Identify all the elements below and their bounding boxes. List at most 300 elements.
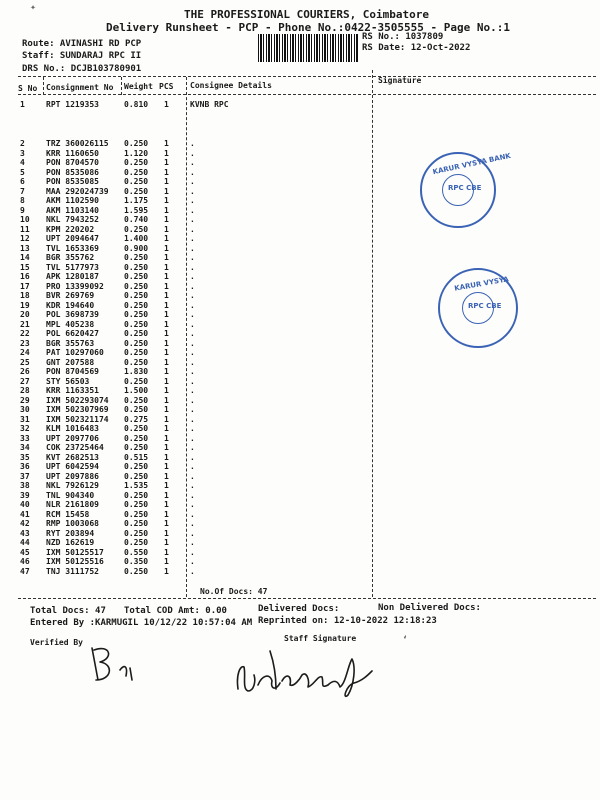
row-consignment-no: PAT 10297060 (46, 348, 104, 357)
row-weight: 0.250 (124, 167, 149, 177)
row-sno: 4 (20, 158, 25, 167)
row-consignment-no: KDR 194640 (46, 300, 95, 310)
row-sno: 6 (20, 177, 25, 186)
table-row (0, 244, 600, 254)
table-row (0, 519, 600, 529)
row-weight: 0.250 (124, 272, 149, 281)
col-pcs: PCS (159, 82, 174, 91)
table-row (0, 168, 600, 178)
row-consignee: . (190, 234, 195, 243)
table-row (0, 538, 600, 548)
row-consignee: . (190, 452, 195, 462)
row-consignment-no: PON 8704569 (46, 367, 99, 376)
col-sep (43, 77, 44, 95)
row-pcs: 1 (164, 224, 169, 234)
row-sno: 10 (20, 215, 30, 224)
table-row (0, 491, 600, 501)
row-pcs: 1 (164, 262, 169, 272)
row-consignee: . (190, 224, 195, 234)
row-pcs: 1 (164, 215, 169, 224)
row-consignment-no: UPT 2094647 (46, 234, 99, 243)
row-weight: 0.900 (124, 243, 149, 253)
row-sno: 31 (20, 414, 30, 424)
table-row (0, 396, 600, 406)
row-consignment-no: BGR 355763 (46, 338, 95, 348)
row-sno: 24 (20, 348, 30, 357)
table-row (0, 358, 600, 368)
row-pcs: 1 (164, 158, 169, 167)
row-sno: 26 (20, 367, 30, 376)
row-consignee: . (190, 329, 195, 338)
row-consignee: . (190, 272, 195, 281)
row-sno: 33 (20, 433, 30, 443)
total-cod: Total COD Amt: 0.00 (124, 606, 227, 616)
row-consignment-no: IXM 502307969 (46, 405, 109, 414)
row-consignment-no: POL 3698739 (46, 310, 99, 319)
row-sno: 34 (20, 443, 30, 452)
row-weight: 0.250 (124, 348, 149, 357)
table-row (0, 139, 600, 149)
stamp-inner-text: RPC CBE (468, 302, 502, 310)
row-sno: 44 (20, 538, 30, 547)
verifier-signature (80, 640, 140, 690)
row-sno: 23 (20, 338, 30, 348)
row-pcs: 1 (164, 519, 169, 528)
row-weight: 0.250 (124, 224, 149, 234)
row-consignment-no: NZD 162619 (46, 538, 95, 547)
stamp-text: KARUR VYSYA BANK (432, 151, 512, 177)
row-weight: 0.250 (124, 319, 149, 329)
table-row (0, 100, 600, 110)
col-weight: Weight (124, 82, 153, 91)
row-pcs: 1 (164, 500, 169, 509)
row-pcs: 1 (164, 471, 169, 481)
row-weight: 0.250 (124, 471, 149, 481)
col-consignee: Consignee Details (190, 81, 272, 90)
row-weight: 0.740 (124, 215, 149, 224)
tick-mark: ‘ (402, 635, 409, 646)
col-sno: S No (18, 84, 38, 93)
row-consignment-no: UPT 2097706 (46, 433, 99, 443)
row-sno: 11 (20, 224, 30, 234)
table-row (0, 415, 600, 425)
row-weight: 0.250 (124, 405, 149, 414)
row-weight: 0.250 (124, 262, 149, 272)
row-pcs: 1 (164, 490, 169, 500)
row-sno: 22 (20, 329, 30, 338)
row-sno: 36 (20, 462, 30, 471)
row-consignee: . (190, 148, 195, 158)
row-weight: 1.400 (124, 234, 149, 243)
row-weight: 0.250 (124, 186, 149, 196)
row-consignee: . (190, 262, 195, 272)
row-weight: 0.250 (124, 395, 149, 405)
row-consignee: . (190, 395, 195, 405)
row-consignee: . (190, 300, 195, 310)
bank-stamp (420, 151, 512, 228)
row-consignee: . (190, 215, 195, 224)
row-sno: 28 (20, 386, 30, 395)
row-pcs: 1 (164, 481, 169, 490)
row-weight: 0.250 (124, 500, 149, 509)
row-consignee: . (190, 167, 195, 177)
row-sno: 16 (20, 272, 30, 281)
row-sno: 3 (20, 148, 25, 158)
row-consignment-no: PRO 13399092 (46, 281, 104, 291)
row-pcs: 1 (164, 139, 169, 148)
table-row (0, 567, 600, 577)
row-pcs: 1 (164, 205, 169, 215)
column-header-rule (18, 94, 596, 95)
row-consignment-no: COK 23725464 (46, 443, 104, 452)
row-consignment-no: RYT 203894 (46, 528, 95, 538)
corner-mark-icon: ✦ (30, 2, 37, 13)
row-consignee: . (190, 519, 195, 528)
row-consignment-no: MAA 292024739 (46, 186, 109, 196)
table-row (0, 500, 600, 510)
row-pcs: 1 (164, 272, 169, 281)
table-row (0, 339, 600, 349)
barcode-icon (258, 34, 358, 62)
row-consignee: . (190, 319, 195, 329)
row-consignee: . (190, 186, 195, 196)
row-consignee: . (190, 538, 195, 547)
row-sno: 17 (20, 281, 30, 291)
rs-date: RS Date: 12-Oct-2022 (362, 43, 471, 53)
row-weight: 0.250 (124, 357, 149, 367)
row-sno: 38 (20, 481, 30, 490)
table-row (0, 462, 600, 472)
row-consignment-no: BVR 269769 (46, 291, 95, 300)
row-pcs: 1 (164, 148, 169, 158)
row-consignee: . (190, 471, 195, 481)
row-pcs: 1 (164, 424, 169, 433)
row-consignment-no: TNL 904340 (46, 490, 95, 500)
row-pcs: 1 (164, 291, 169, 300)
non-delivered-docs: Non Delivered Docs: (378, 603, 481, 613)
row-sno: 1 (20, 100, 25, 109)
row-consignment-no: PON 8704570 (46, 158, 99, 167)
row-weight: 0.350 (124, 557, 149, 566)
table-row (0, 377, 600, 387)
row-sno: 47 (20, 566, 30, 576)
row-weight: 0.250 (124, 281, 149, 291)
row-pcs: 1 (164, 243, 169, 253)
staff-signature (230, 645, 390, 705)
row-weight: 0.250 (124, 177, 149, 186)
row-consignment-no: APK 1280187 (46, 272, 99, 281)
row-consignee: . (190, 253, 195, 262)
row-pcs: 1 (164, 367, 169, 376)
table-row (0, 434, 600, 444)
row-consignee: . (190, 177, 195, 186)
table-row (0, 367, 600, 377)
col-sep (121, 77, 122, 95)
row-consignment-no: KRR 1163351 (46, 386, 99, 395)
row-consignment-no: PON 8535085 (46, 177, 99, 186)
row-consignment-no: TVL 1653369 (46, 243, 99, 253)
row-consignee: . (190, 500, 195, 509)
table-bottom-rule (18, 598, 596, 599)
row-weight: 0.250 (124, 139, 149, 148)
row-consignee: . (190, 490, 195, 500)
row-consignee: . (190, 566, 195, 576)
table-row (0, 196, 600, 206)
row-weight: 0.250 (124, 376, 149, 386)
row-weight: 0.250 (124, 538, 149, 547)
row-consignment-no: AKM 1103140 (46, 205, 99, 215)
row-consignee: . (190, 205, 195, 215)
row-consignee: . (190, 462, 195, 471)
table-row (0, 424, 600, 434)
row-weight: 0.250 (124, 338, 149, 348)
row-pcs: 1 (164, 452, 169, 462)
no-of-docs: No.Of Docs: 47 (200, 587, 268, 596)
row-sno: 2 (20, 139, 25, 148)
row-weight: 0.250 (124, 158, 149, 167)
row-pcs: 1 (164, 234, 169, 243)
row-weight: 1.830 (124, 367, 149, 376)
row-weight: 0.250 (124, 462, 149, 471)
row-consignment-no: KRR 1160650 (46, 148, 99, 158)
table-row (0, 272, 600, 282)
row-pcs: 1 (164, 167, 169, 177)
table-row (0, 510, 600, 520)
row-sno: 20 (20, 310, 30, 319)
row-consignment-no: NKL 7943252 (46, 215, 99, 224)
table-row (0, 529, 600, 539)
row-weight: 0.250 (124, 300, 149, 310)
total-docs: Total Docs: 47 (30, 606, 106, 616)
table-row (0, 472, 600, 482)
row-sno: 5 (20, 167, 25, 177)
row-weight: 0.250 (124, 424, 149, 433)
row-consignee: . (190, 481, 195, 490)
row-consignment-no: KVT 2682513 (46, 452, 99, 462)
row-weight: 1.595 (124, 205, 149, 215)
row-consignee: . (190, 443, 195, 452)
table-row (0, 548, 600, 558)
row-weight: 0.810 (124, 100, 149, 109)
row-pcs: 1 (164, 196, 169, 205)
stamp-text: KARUR VYSYA (453, 275, 510, 293)
row-consignment-no: NKL 7926129 (46, 481, 99, 490)
row-sno: 7 (20, 186, 25, 196)
table-row (0, 253, 600, 263)
row-pcs: 1 (164, 281, 169, 291)
row-sno: 12 (20, 234, 30, 243)
row-pcs: 1 (164, 186, 169, 196)
row-consignee: . (190, 310, 195, 319)
row-consignee: . (190, 547, 195, 557)
row-consignment-no: AKM 1102590 (46, 196, 99, 205)
row-weight: 0.250 (124, 433, 149, 443)
row-consignee: . (190, 376, 195, 386)
stamp-inner-text: RPC CBE (448, 184, 482, 192)
row-weight: 0.250 (124, 528, 149, 538)
row-pcs: 1 (164, 310, 169, 319)
row-pcs: 1 (164, 557, 169, 566)
row-sno: 30 (20, 405, 30, 414)
row-consignment-no: UPT 6042594 (46, 462, 99, 471)
row-weight: 1.535 (124, 481, 149, 490)
row-consignment-no: RPT 1219353 (46, 100, 99, 109)
row-sno: 45 (20, 547, 30, 557)
row-pcs: 1 (164, 538, 169, 547)
row-pcs: 1 (164, 357, 169, 367)
row-consignee: . (190, 414, 195, 424)
row-sno: 46 (20, 557, 30, 566)
col-signature: Signature (378, 76, 422, 85)
row-weight: 0.250 (124, 519, 149, 528)
row-consignment-no: RCM 15458 (46, 509, 90, 519)
row-consignment-no: IXM 502293074 (46, 395, 109, 405)
row-pcs: 1 (164, 348, 169, 357)
row-pcs: 1 (164, 462, 169, 471)
row-sno: 42 (20, 519, 30, 528)
row-pcs: 1 (164, 319, 169, 329)
row-pcs: 1 (164, 100, 169, 109)
row-consignee: . (190, 196, 195, 205)
row-pcs: 1 (164, 338, 169, 348)
row-consignment-no: NLR 2161809 (46, 500, 99, 509)
row-pcs: 1 (164, 509, 169, 519)
row-consignee: . (190, 509, 195, 519)
table-row (0, 557, 600, 567)
row-pcs: 1 (164, 300, 169, 310)
row-consignment-no: PON 8535086 (46, 167, 99, 177)
row-consignee: . (190, 357, 195, 367)
table-row (0, 206, 600, 216)
row-weight: 0.250 (124, 329, 149, 338)
row-pcs: 1 (164, 547, 169, 557)
row-weight: 0.250 (124, 509, 149, 519)
table-row (0, 386, 600, 396)
row-consignee: . (190, 528, 195, 538)
row-weight: 0.250 (124, 443, 149, 452)
row-sno: 15 (20, 262, 30, 272)
bank-stamp (438, 268, 518, 348)
row-consignment-no: MPL 405238 (46, 319, 95, 329)
row-consignment-no: STY 56503 (46, 376, 90, 386)
row-consignment-no: TRZ 360026115 (46, 139, 109, 148)
table-row (0, 443, 600, 453)
col-consignment: Consignment No (46, 83, 114, 92)
row-sno: 8 (20, 196, 25, 205)
row-consignment-no: UPT 2097886 (46, 471, 99, 481)
row-weight: 0.250 (124, 310, 149, 319)
row-pcs: 1 (164, 528, 169, 538)
row-weight: 1.175 (124, 196, 149, 205)
staff-label: Staff: SUNDARAJ RPC II (22, 51, 142, 61)
row-weight: 0.250 (124, 291, 149, 300)
verified-by: Verified By (30, 638, 83, 647)
table-row (0, 215, 600, 225)
row-sno: 29 (20, 395, 30, 405)
staff-signature-label: Staff Signature (284, 634, 357, 643)
company-name: THE PROFESSIONAL COURIERS, Coimbatore (184, 8, 430, 21)
row-consignment-no: IXM 502321174 (46, 414, 109, 424)
row-consignment-no: BGR 355762 (46, 253, 95, 262)
table-row (0, 225, 600, 235)
row-pcs: 1 (164, 433, 169, 443)
reprinted-on: Reprinted on: 12-10-2022 12:18:23 (258, 616, 437, 626)
row-sno: 40 (20, 500, 30, 509)
row-pcs: 1 (164, 395, 169, 405)
row-sno: 13 (20, 243, 30, 253)
row-consignee: . (190, 557, 195, 566)
row-consignee: . (190, 338, 195, 348)
table-row (0, 187, 600, 197)
row-consignment-no: GNT 207588 (46, 357, 95, 367)
row-weight: 0.250 (124, 490, 149, 500)
row-consignee: . (190, 348, 195, 357)
entered-by: Entered By :KARMUGIL 10/12/22 10:57:04 AM (30, 618, 253, 628)
row-sno: 18 (20, 291, 30, 300)
row-weight: 0.275 (124, 414, 149, 424)
row-consignment-no: TVL 5177973 (46, 262, 99, 272)
row-sno: 19 (20, 300, 30, 310)
row-consignee: . (190, 243, 195, 253)
runsheet-title: Delivery Runsheet - PCP - Phone No.:0422-3505555 - Page No.:1 (106, 21, 510, 34)
table-row (0, 481, 600, 491)
row-pcs: 1 (164, 329, 169, 338)
row-pcs: 1 (164, 386, 169, 395)
row-consignee: . (190, 139, 195, 148)
table-row (0, 234, 600, 244)
table-row (0, 405, 600, 415)
table-row (0, 453, 600, 463)
row-pcs: 1 (164, 443, 169, 452)
row-consignee: . (190, 386, 195, 395)
table-row (0, 263, 600, 273)
row-consignment-no: IXM 50125517 (46, 547, 104, 557)
row-consignee: . (190, 281, 195, 291)
rs-number: RS No.: 1037809 (362, 32, 444, 42)
row-sno: 25 (20, 357, 30, 367)
drs-number: DRS No.: DCJB103780901 (22, 64, 142, 74)
row-consignment-no: IXM 50125516 (46, 557, 104, 566)
header-rule (18, 76, 596, 77)
row-consignment-no: RMP 1003068 (46, 519, 99, 528)
row-consignee: . (190, 158, 195, 167)
row-pcs: 1 (164, 405, 169, 414)
row-weight: 0.250 (124, 253, 149, 262)
row-sno: 14 (20, 253, 30, 262)
row-pcs: 1 (164, 566, 169, 576)
row-sno: 32 (20, 424, 30, 433)
row-consignment-no: KPM 220202 (46, 224, 95, 234)
row-sno: 35 (20, 452, 30, 462)
row-consignee: . (190, 424, 195, 433)
delivered-docs: Delivered Docs: (258, 604, 340, 614)
row-sno: 9 (20, 205, 25, 215)
row-consignee: KVNB RPC (190, 100, 229, 109)
row-sno: 21 (20, 319, 30, 329)
row-weight: 0.550 (124, 547, 149, 557)
row-consignment-no: POL 6620427 (46, 329, 99, 338)
route-label: Route: AVINASHI RD PCP (22, 39, 142, 49)
row-sno: 39 (20, 490, 30, 500)
row-consignment-no: KLM 1016483 (46, 424, 99, 433)
row-weight: 0.515 (124, 452, 149, 462)
row-sno: 43 (20, 528, 30, 538)
row-sno: 41 (20, 509, 30, 519)
row-pcs: 1 (164, 376, 169, 386)
row-pcs: 1 (164, 177, 169, 186)
table-row (0, 177, 600, 187)
row-consignee: . (190, 291, 195, 300)
